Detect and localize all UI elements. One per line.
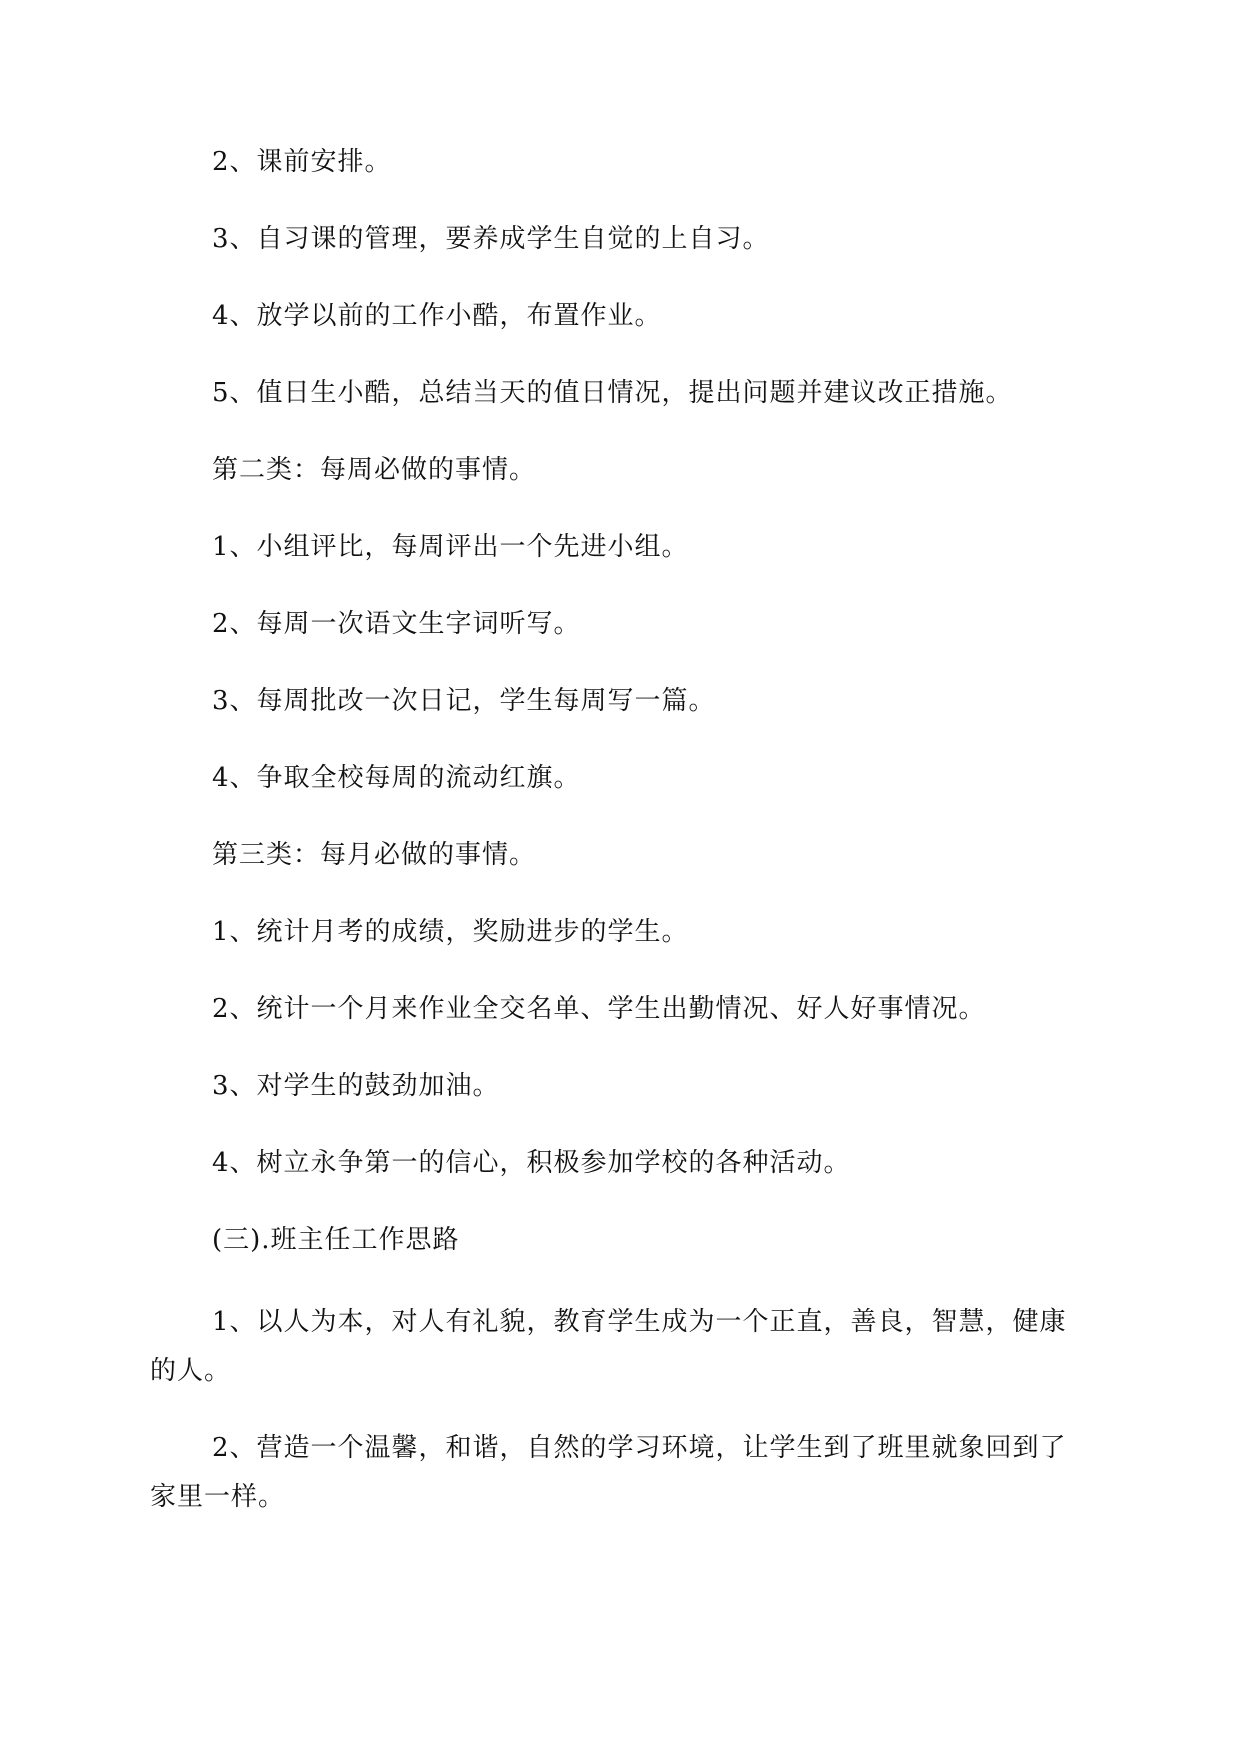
- paragraph: 4、争取全校每周的流动红旗。: [212, 763, 581, 793]
- section-heading: (三).班主任工作思路: [212, 1225, 460, 1255]
- paragraph: 2、课前安排。: [212, 147, 392, 177]
- paragraph: 1、小组评比，每周评出一个先进小组。: [212, 532, 689, 562]
- paragraph: 1、统计月考的成绩，奖励进步的学生。: [212, 917, 689, 947]
- paragraph: 2、统计一个月来作业全交名单、学生出勤情况、好人好事情况。: [212, 994, 986, 1024]
- paragraph: 4、放学以前的工作小酷，布置作业。: [212, 301, 662, 331]
- paragraph: 4、树立永争第一的信心，积极参加学校的各种活动。: [212, 1148, 851, 1178]
- paragraph: 2、每周一次语文生字词听写。: [212, 609, 581, 639]
- paragraph: 5、值日生小酷，总结当天的值日情况，提出问题并建议改正措施。: [212, 378, 1013, 408]
- paragraph: 2、营造一个温馨，和谐，自然的学习环境，让学生到了班里就象回到了家里一样。: [150, 1433, 1067, 1512]
- section-heading: 第三类：每月必做的事情。: [212, 840, 537, 870]
- paragraph: 3、每周批改一次日记，学生每周写一篇。: [212, 686, 716, 716]
- paragraph: 1、以人为本，对人有礼貌，教育学生成为一个正直，善良，智慧，健康的人。: [150, 1307, 1067, 1386]
- document-body: [150, 143, 1090, 1550]
- section-heading: 第二类：每周必做的事情。: [212, 455, 537, 485]
- paragraph: 3、自习课的管理，要养成学生自觉的上自习。: [212, 224, 770, 254]
- paragraph: 3、对学生的鼓劲加油。: [212, 1071, 500, 1101]
